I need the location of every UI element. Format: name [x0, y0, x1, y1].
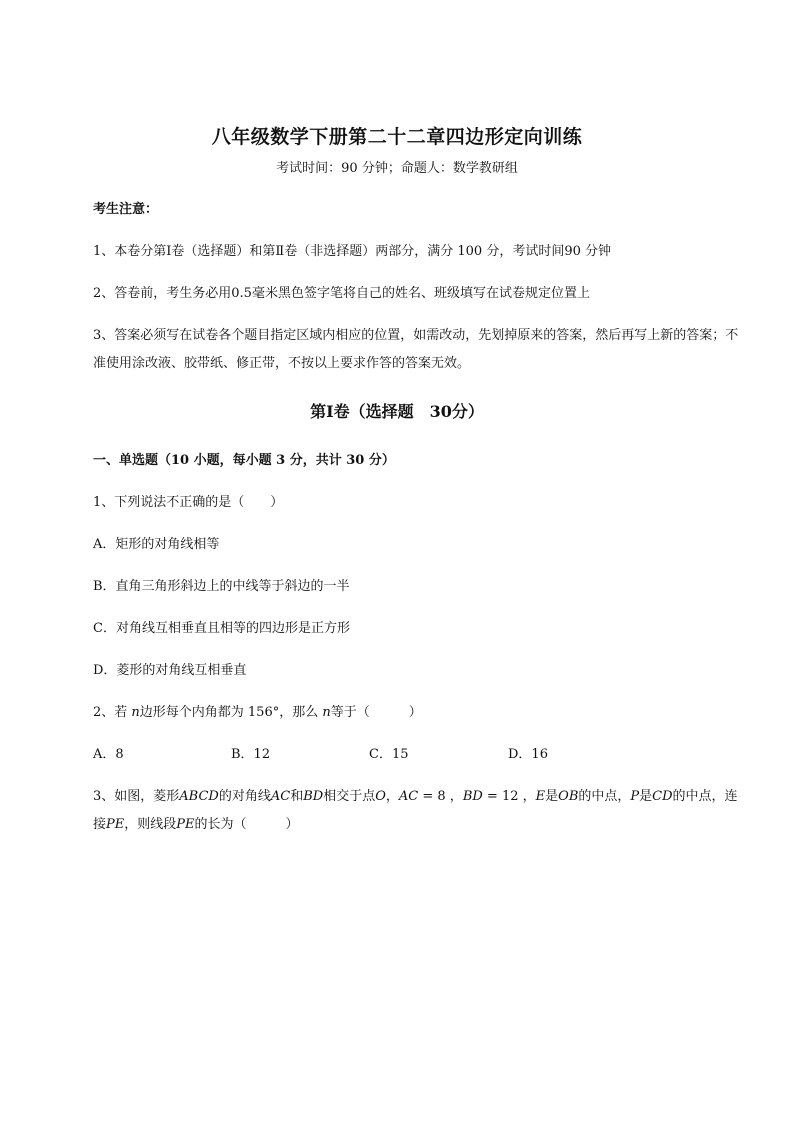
exam-info: 考试时间：90 分钟；命题人：数学教研组 [276, 161, 518, 176]
question-2-stem-suffix: 等于（ ） [330, 705, 422, 720]
q3-var: AC [270, 789, 291, 804]
q3-text: 相交于点 [323, 789, 376, 804]
q3-text: 的长为（ ） [194, 817, 299, 832]
variable-n: n [322, 705, 331, 720]
page-title: 八年级数学下册第二十二章四边形定向训练 [211, 126, 583, 148]
q3-text: = 12 ， [482, 789, 536, 804]
question-1-option-d: D．菱形的对角线互相垂直 [93, 663, 247, 678]
q3-var: ABCD [179, 789, 219, 804]
q3-var: PE [106, 817, 125, 832]
question-2-stem [93, 703, 743, 723]
q3-var: OB [558, 789, 579, 804]
section-title: 第Ⅰ卷（选择题 30分） [310, 402, 484, 421]
q3-var: E [535, 789, 546, 804]
question-2-stem-prefix: 2、若 [93, 705, 132, 720]
question-1-stem: 1、下列说法不正确的是（ ） [93, 495, 284, 510]
q3-text: 是 [639, 789, 653, 804]
question-1-option-c: C．对角线互相垂直且相等的四边形是正方形 [93, 621, 350, 636]
q3-var: CD [652, 789, 673, 804]
q3-var: BD [303, 789, 324, 804]
q3-var: AC [398, 789, 419, 804]
question-1-option-a: A．矩形的对角线相等 [93, 537, 220, 552]
question-2-option-a: A．8 [93, 747, 124, 762]
q3-text: 的中点，连接 [93, 789, 738, 832]
variable-n: n [131, 705, 140, 720]
q3-text: 的中点， [578, 789, 631, 804]
q3-var: O [375, 789, 386, 804]
part-heading: 一、单选题（10 小题，每小题 3 分，共计 30 分） [93, 453, 395, 468]
notice-item-2: 2、答卷前，考生务必用0.5毫米黑色签字笔将自己的姓名、班级填写在试卷规定位置上 [93, 286, 590, 301]
q3-var: P [630, 789, 640, 804]
question-2-option-c: C．15 [369, 747, 409, 762]
notice-item-3: 3、答案必须写在试卷各个题目指定区域内相应的位置，如需改动，先划掉原来的答案，然后再写上新的答案；不准使用涂改液、胶带纸、修正带，不按以上要求作答的答案无效。 [93, 328, 739, 371]
q3-text: = 8 ， [418, 789, 463, 804]
q3-text: 是 [545, 789, 559, 804]
question-3-stem [93, 783, 745, 839]
q3-text: 3、如图，菱形 [93, 789, 180, 804]
notice-item-1: 1、本卷分第Ⅰ卷（选择题）和第Ⅱ卷（非选择题）两部分，满分 100 分，考试时间90 分钟 [93, 244, 611, 259]
question-2-option-b: B．12 [231, 747, 271, 762]
question-2-option-d: D．16 [508, 747, 548, 762]
q3-text: ，则线段 [124, 817, 177, 832]
q3-var: BD [462, 789, 483, 804]
q3-text: 的对角线 [218, 789, 271, 804]
q3-text: 和 [290, 789, 304, 804]
q3-text: ， [385, 789, 399, 804]
question-1-option-b: B．直角三角形斜边上的中线等于斜边的一半 [93, 579, 350, 594]
q3-var: PE [176, 817, 195, 832]
question-2-stem-mid: 边形每个内角都为 156°，那么 [139, 705, 323, 720]
notice-heading: 考生注意： [93, 202, 159, 217]
